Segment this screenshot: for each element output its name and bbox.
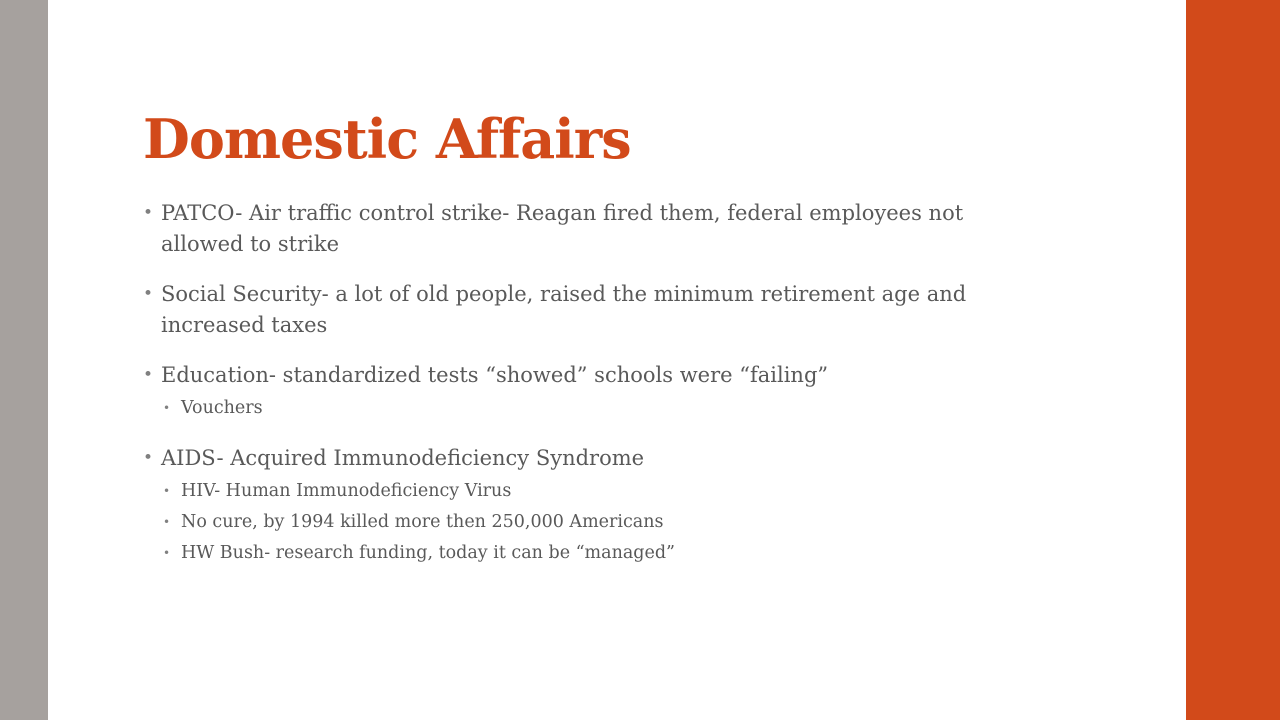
sub-bullet-list xyxy=(161,476,1023,569)
bullet-text: AIDS- Acquired Immunodeficiency Syndrome xyxy=(161,446,645,470)
bullet-text: Social Security- a lot of old people, raised the minimum retirement age and increased taxes xyxy=(161,282,967,337)
sub-bullet-text: Vouchers xyxy=(181,398,263,418)
sub-bullet-text: No cure, by 1994 killed more then 250,000 Americans xyxy=(181,512,664,532)
sub-bullet-list xyxy=(161,393,1023,424)
sub-bullet-item xyxy=(163,476,1023,507)
bullet-text: PATCO- Air traffic control strike- Reagan fired them, federal employees not allowed to strike xyxy=(161,201,964,256)
sub-bullet-item xyxy=(163,507,1023,538)
bullet-item xyxy=(143,279,1023,341)
sub-bullet-dot-icon: • xyxy=(163,401,171,415)
sub-bullet-text: HIV- Human Immunodeficiency Virus xyxy=(181,481,512,501)
bullet-item xyxy=(143,443,1023,569)
sub-bullet-dot-icon: • xyxy=(163,546,171,560)
bullet-list xyxy=(143,198,1023,588)
sub-bullet-item xyxy=(163,538,1023,569)
right-accent-bar xyxy=(1186,0,1280,720)
sub-bullet-dot-icon: • xyxy=(163,515,171,529)
bullet-item xyxy=(143,360,1023,424)
bullet-dot-icon: • xyxy=(143,203,154,223)
bullet-dot-icon: • xyxy=(143,284,154,304)
bullet-item xyxy=(143,198,1023,260)
sub-bullet-dot-icon: • xyxy=(163,484,171,498)
sub-bullet-text: HW Bush- research funding, today it can be “managed” xyxy=(181,543,675,563)
left-accent-bar xyxy=(0,0,48,720)
slide-title: Domestic Affairs xyxy=(143,107,631,171)
bullet-dot-icon: • xyxy=(143,448,154,468)
bullet-text: Education- standardized tests “showed” schools were “failing” xyxy=(161,363,829,387)
sub-bullet-item xyxy=(163,393,1023,424)
bullet-dot-icon: • xyxy=(143,365,154,385)
